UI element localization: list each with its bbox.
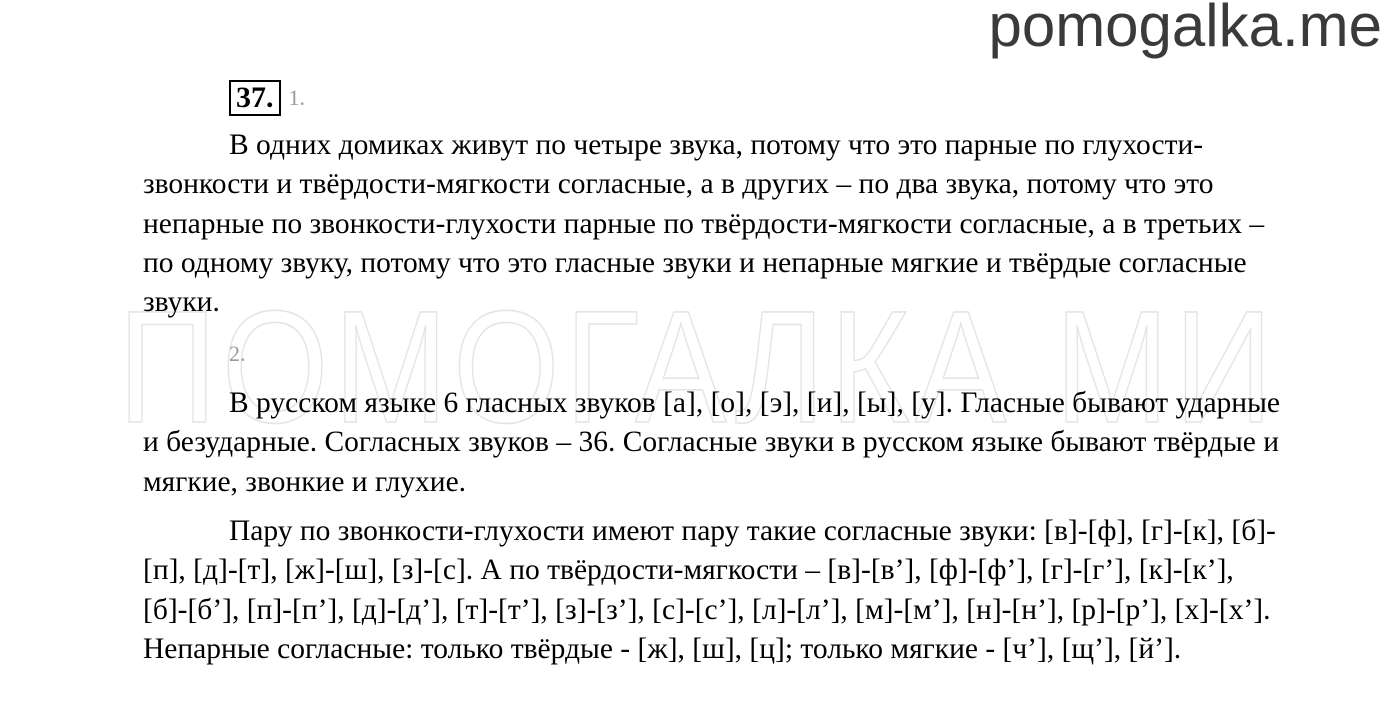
part2-paragraph-pairs: Пару по звонкости-глухости имеют пару такие согласные звуки: [в]-[ф], [г]-[к], [б]-[п], [д]-[т], [ж]-[ш], [з]-[с]. А по твёрдости-мягкости – [в]-[в’], [ф]-[ф’], [г]-[г’], [к]-[к’], [б]-[б’], [п]-[п’], [д]-[д’], [т]-[т’], [з]-[з’], [с]-[с’], [л]-[л’], [м]-[м’], [н]-[н’], [р]-[р’], [х]-[х’]. Непарные согласные: только твёрдые - [ж], [ш], [ц]; только мягкие - [ч’], [щ’], [й’]. xyxy=(143,515,1276,665)
site-brand: pomogalka.me xyxy=(988,0,1382,59)
exercise-header xyxy=(229,78,305,118)
part2-label: 2. xyxy=(229,341,246,366)
part1-paragraph: В одних домиках живут по четыре звука, потому что это парные по глухости-звонкости и твёрдости-мягкости согласные, а в других – по два звука, потому что это непарные по звонкости-глухости парные по твёрдости-мягкости согласные, а в третьих – по одному звуку, потому что это гласные звуки и непарные мягкие и твёрдые согласные звуки. xyxy=(143,129,1265,319)
watermark-text: ПОМОГАЛКА МИ xyxy=(118,296,1278,426)
part2-paragraph: В русском языке 6 гласных звуков [а], [о], [э], [и], [ы], [у]. Гласные бывают ударные и безударные. Согласных звуков – 36. Согласные звуки в русском языке бывают твёрдые и мягкие, звонкие и глухие. xyxy=(143,387,1280,498)
exercise-number: 37. xyxy=(229,80,281,116)
part1-label: 1. xyxy=(288,85,305,111)
